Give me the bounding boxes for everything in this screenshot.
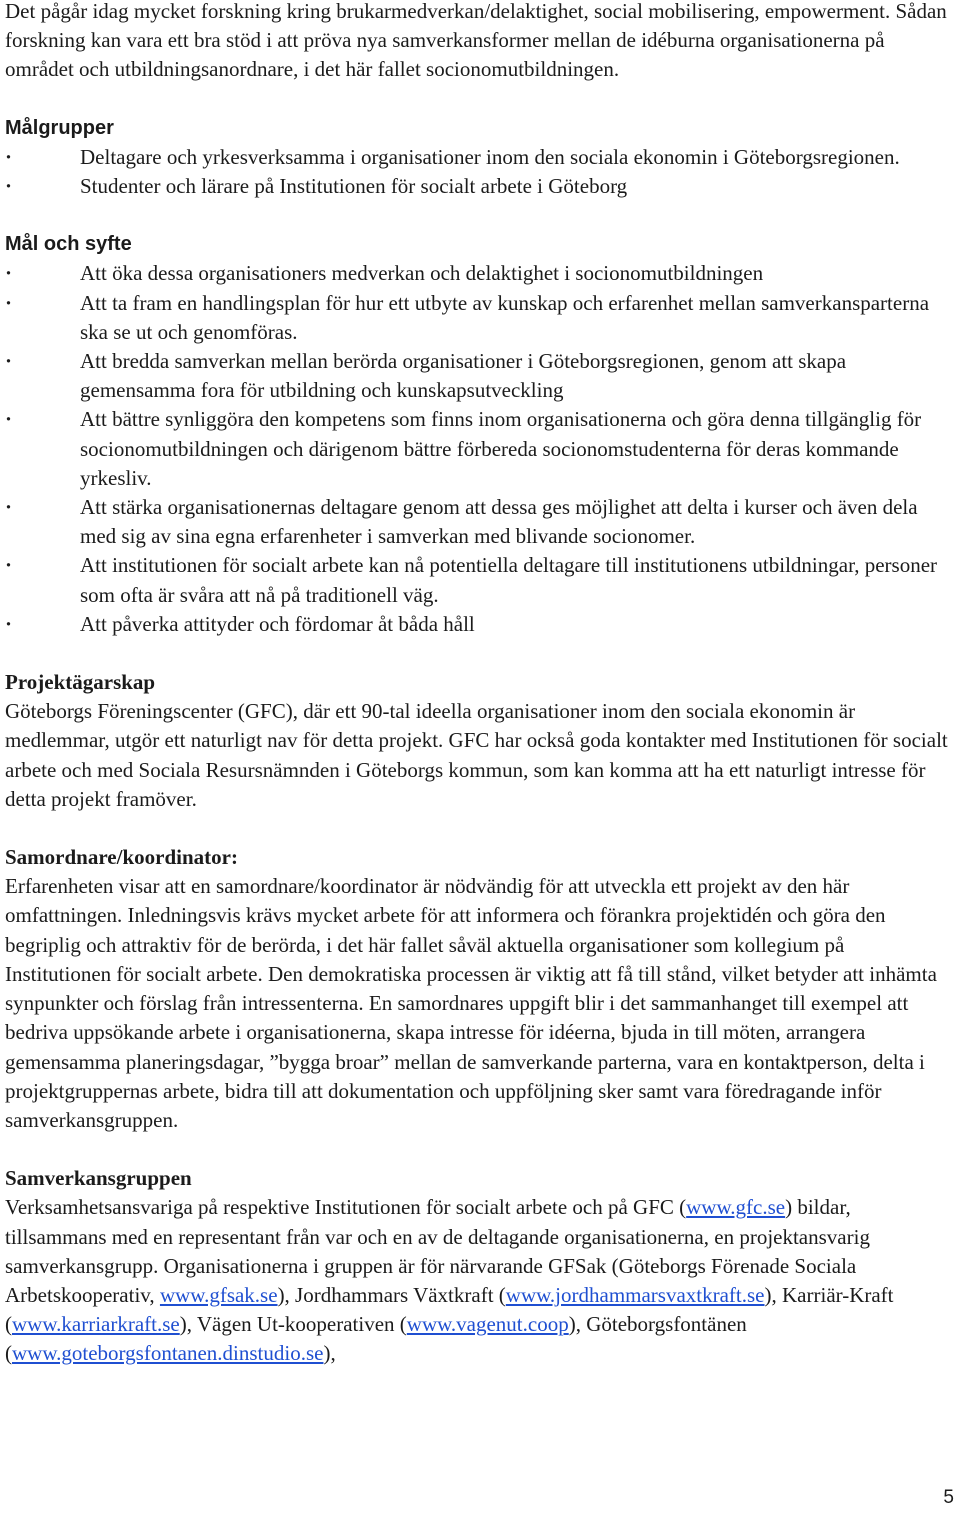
bullet-icon [5, 347, 57, 376]
bullet-icon [5, 493, 57, 522]
list-item: · Att stärka organisationernas deltagare genom att dessa ges möjlighet att delta i kurser och även dela med sig av sina egna erfarenheter i samverkan med blivande socionomer. [5, 493, 955, 551]
bullet-icon [5, 143, 57, 172]
list-item: · Att bredda samverkan mellan berörda organisationer i Göteborgsregionen, genom att skapa gemensamma fora för utbildning och kunskapsutveckling [5, 347, 955, 405]
heading-samordnare: Samordnare/koordinator: [5, 845, 238, 870]
link-karriarkraft[interactable]: www.karriarkraft.se [12, 1312, 180, 1337]
link-gfsak[interactable]: www.gfsak.se [159, 1282, 278, 1307]
link-jordhammarsvaxtkraft[interactable]: www.jordhammarsvaxtkraft.se [505, 1282, 765, 1307]
bullet-icon [5, 289, 57, 318]
list-item: · Att påverka attityder och fördomar åt båda håll [5, 610, 955, 639]
bullet-icon [5, 405, 57, 434]
list-item: · Att bättre synliggöra den kompetens som finns inom organisationerna och göra denna tillgänglig för socionomutbildningen och därigenom bättre förbereda socionomstudenterna för deras kommande yrkesliv. [5, 405, 955, 493]
link-goteborgsfontanen[interactable]: www.goteborgsfontanen.dinstudio.se [12, 1341, 324, 1366]
samordnare-paragraph: Erfarenheten visar att en samordnare/koordinator är nödvändig för att utveckla ett projekt av den här omfattningen. Inledningsvis krävs mycket arbete för att informera och förankra projektidén och göra den begriplig och attraktiv för de berörda, i det här fallet såväl aktuella organisationer som kollegium på Institutionen för socialt arbete. Den demokratiska processen är viktig att få till stånd, vilket betyder att inhämta synpunkter och förslag från intressenterna. En samordnares uppgift blir i det sammanhanget till exempel att bedriva uppsökande arbete i organisationerna, skapa intresse för idéerna, bjuda in till möten, arrangera gemensamma planeringsdagar, ”bygga broar” mellan de samverkande parterna, vara en kontaktperson, delta i projektgruppernas arbete, bidra till att dokumentation och uppföljning sker samt vara föredragande inför samverkansgruppen. [5, 874, 937, 1132]
projektagarskap-paragraph: Göteborgs Föreningscenter (GFC), där ett 90-tal ideella organisationer inom den sociala ekonomin är medlemmar, utgör ett naturligt nav för detta projekt. GFC har också goda kontakter med Institutionen för socialt arbete och med Sociala Resursnämnden i Göteborgs kommun, som kan komma att ha ett naturligt intresse för detta projekt framöver. [5, 699, 948, 811]
list-item: · Att ta fram en handlingsplan för hur ett utbyte av kunskap och erfarenhet mellan samverkansparterna ska se ut och genomföras. [5, 289, 955, 347]
page-number: 5 [943, 1487, 954, 1508]
bullet-icon [5, 172, 57, 201]
bullet-icon [5, 551, 57, 580]
samverkansgruppen-paragraph: Verksamhetsansvariga på respektive Institutionen för socialt arbete och på GFC (www.gfc.se) bildar, tillsammans med en representant från var och en av de deltagande organisationerna, en projektansvarig samverkansgrupp. Organisationerna i gruppen är för närvarande GFSak (Göteborgs Förenade Sociala Arbetskooperativ, www.gfsak.se), Jordhammars Växtkraft (www.jordhammarsvaxtkraft.se), Karriär-Kraft (www.karriarkraft.se), Vägen Ut-kooperativen (www.vagenut.coop), Göteborgsfontänen (www.goteborgsfontanen.dinstudio.se), [5, 1195, 894, 1366]
document-page [5, 0, 955, 1369]
mal-och-syfte-list [5, 259, 955, 639]
list-item: · Att institutionen för socialt arbete kan nå potentiella deltagare till institutionens utbildningar, personer som ofta är svåra att nå på traditionell väg. [5, 551, 955, 609]
malgrupper-list [5, 143, 955, 201]
link-vagenut[interactable]: www.vagenut.coop [406, 1312, 569, 1337]
list-item: · Studenter och lärare på Institutionen för socialt arbete i Göteborg [5, 172, 955, 201]
heading-malgrupper: Målgrupper [5, 116, 114, 139]
heading-mal-och-syfte: Mål och syfte [5, 233, 132, 256]
list-item: · Deltagare och yrkesverksamma i organisationer inom den sociala ekonomin i Göteborgsregionen. [5, 143, 955, 172]
heading-samverkansgruppen: Samverkansgruppen [5, 1166, 192, 1191]
list-item: · Att öka dessa organisationers medverkan och delaktighet i socionomutbildningen [5, 259, 955, 288]
bullet-icon [5, 610, 57, 639]
intro-paragraph: Det pågår idag mycket forskning kring brukarmedverkan/delaktighet, social mobilisering, empowerment. Sådan forskning kan vara ett bra stöd i att pröva nya samverkansformer mellan de idéburna organisationerna på området och utbildningsanordnare, i det här fallet socionomutbildningen. [5, 0, 947, 82]
bullet-icon [5, 259, 57, 288]
heading-projektagarskap: Projektägarskap [5, 670, 156, 695]
link-gfc[interactable]: www.gfc.se [686, 1195, 786, 1220]
